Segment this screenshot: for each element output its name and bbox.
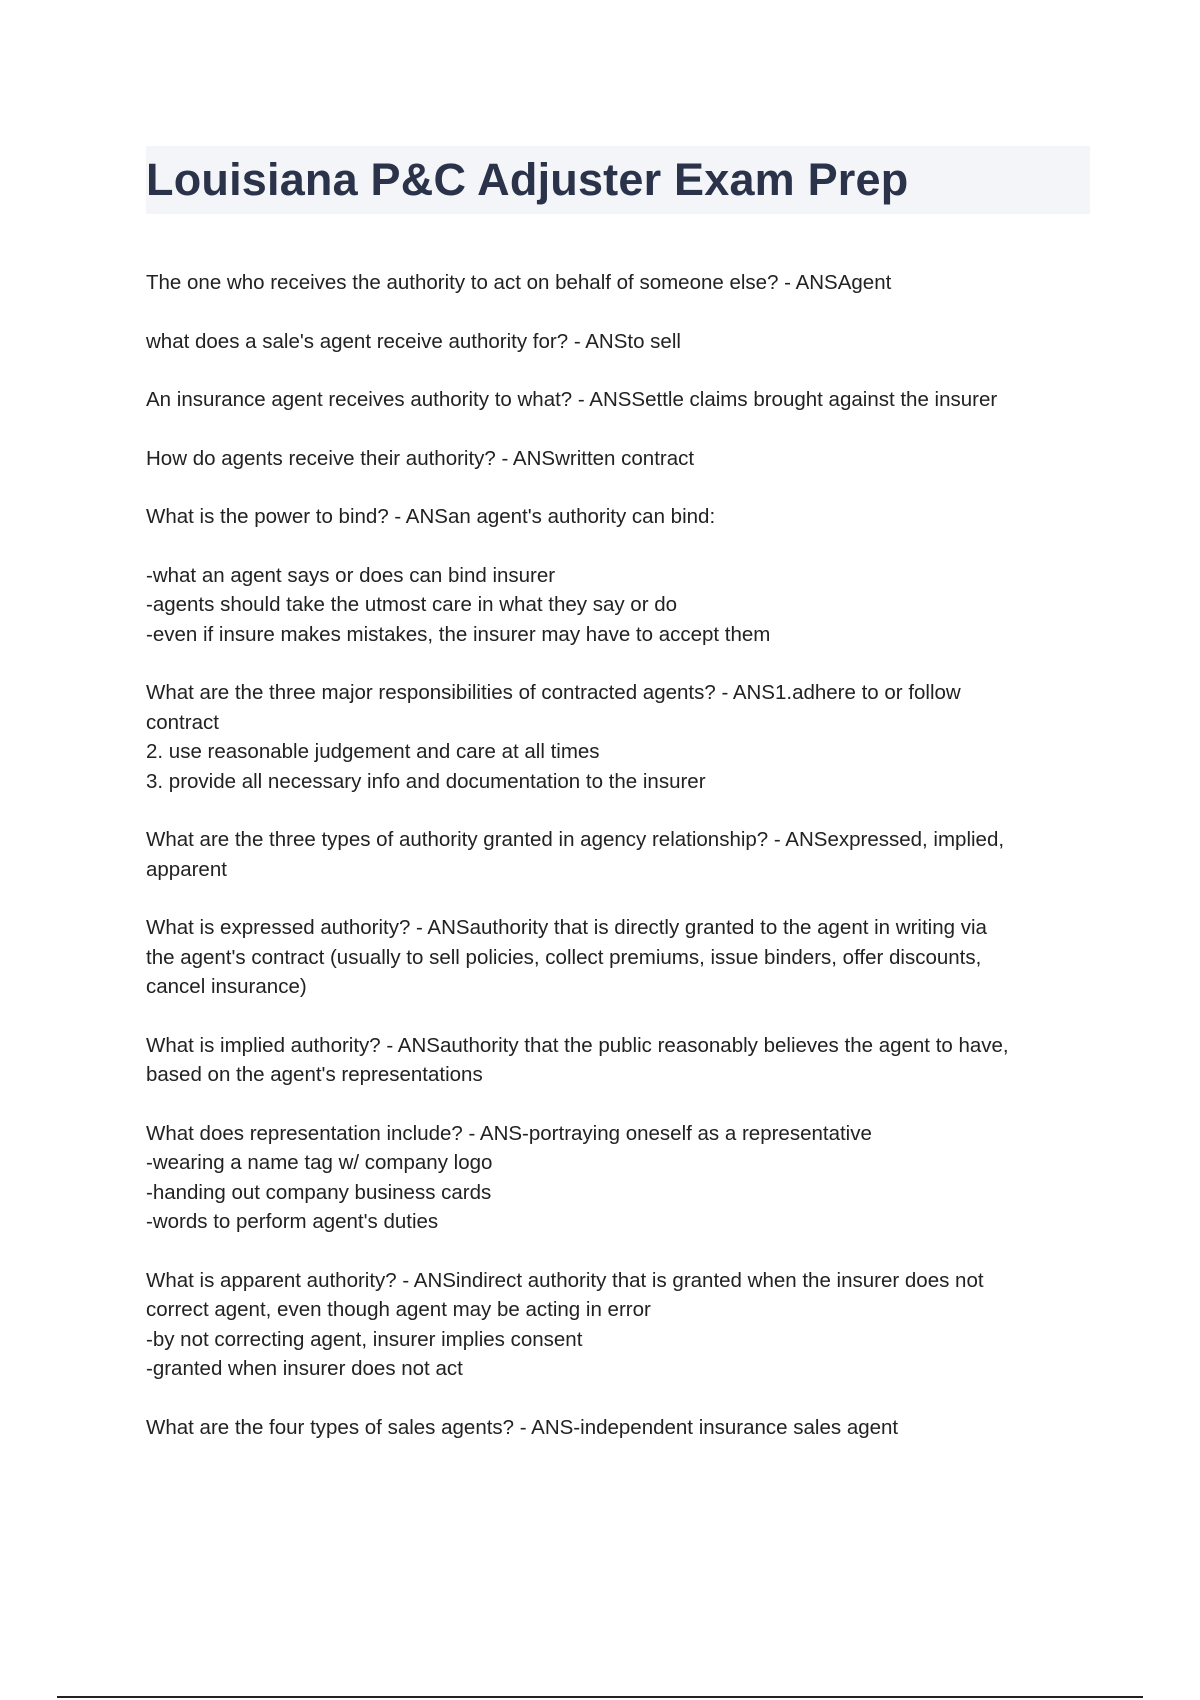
qa-line: The one who receives the authority to act on behalf of someone else? - ANSAgent bbox=[146, 271, 892, 294]
qa-line: -wearing a name tag w/ company logo bbox=[146, 1151, 493, 1174]
footer-rule bbox=[57, 1696, 1143, 1698]
qa-item bbox=[146, 1119, 1090, 1237]
document-title: Louisiana P&C Adjuster Exam Prep bbox=[146, 154, 909, 205]
qa-line: apparent bbox=[146, 857, 227, 881]
qa-item bbox=[146, 561, 1090, 650]
qa-line: 2. use reasonable judgement and care at all times bbox=[146, 740, 600, 763]
qa-line: What does representation include? - ANS-portraying oneself as a representative bbox=[146, 1121, 872, 1145]
qa-line: What is the power to bind? - ANSan agent's authority can bind: bbox=[146, 505, 716, 528]
qa-item bbox=[146, 268, 1090, 298]
qa-item bbox=[146, 444, 1090, 474]
qa-line: What are the four types of sales agents? - ANS-independent insurance sales agent bbox=[146, 1415, 899, 1439]
qa-line: cancel insurance) bbox=[146, 975, 307, 998]
qa-item bbox=[146, 502, 1090, 532]
qa-line: -words to perform agent's duties bbox=[146, 1210, 439, 1233]
qa-line: An insurance agent receives authority to what? - ANSSettle claims brought against the insurer bbox=[146, 388, 998, 411]
qa-line: the agent's contract (usually to sell policies, collect premiums, issue binders, offer discounts, bbox=[146, 945, 982, 969]
qa-line: -by not correcting agent, insurer implies consent bbox=[146, 1327, 583, 1351]
qa-line: -granted when insurer does not act bbox=[146, 1357, 463, 1380]
qa-line: based on the agent's representations bbox=[146, 1063, 483, 1086]
qa-line: contract bbox=[146, 710, 219, 734]
qa-line: What is expressed authority? - ANSauthority that is directly granted to the agent in writing via bbox=[146, 916, 987, 939]
qa-line: -agents should take the utmost care in what they say or do bbox=[146, 593, 678, 616]
qa-line: What are the three types of authority granted in agency relationship? - ANSexpressed, implied, bbox=[146, 828, 1005, 851]
qa-item bbox=[146, 1031, 1090, 1090]
qa-item bbox=[146, 678, 1090, 796]
qa-line: What are the three major responsibilities of contracted agents? - ANS1.adhere to or follow bbox=[146, 681, 961, 704]
qa-line: what does a sale's agent receive authority for? - ANSto sell bbox=[146, 329, 681, 353]
qa-line: -what an agent says or does can bind insurer bbox=[146, 563, 556, 587]
qa-item bbox=[146, 1266, 1090, 1384]
qa-list bbox=[146, 268, 1090, 1471]
qa-item bbox=[146, 913, 1090, 1002]
qa-line: -even if insure makes mistakes, the insurer may have to accept them bbox=[146, 622, 771, 646]
qa-line: -handing out company business cards bbox=[146, 1180, 492, 1204]
qa-item bbox=[146, 825, 1090, 884]
qa-item bbox=[146, 1413, 1090, 1443]
qa-line: How do agents receive their authority? - ANSwritten contract bbox=[146, 446, 695, 470]
qa-item bbox=[146, 385, 1090, 415]
qa-line: correct agent, even though agent may be acting in error bbox=[146, 1298, 651, 1321]
qa-line: What is apparent authority? - ANSindirect authority that is granted when the insurer does not bbox=[146, 1268, 984, 1292]
qa-line: What is implied authority? - ANSauthority that the public reasonably believes the agent to have, bbox=[146, 1033, 1009, 1057]
qa-line: 3. provide all necessary info and documentation to the insurer bbox=[146, 769, 706, 793]
qa-item bbox=[146, 327, 1090, 357]
